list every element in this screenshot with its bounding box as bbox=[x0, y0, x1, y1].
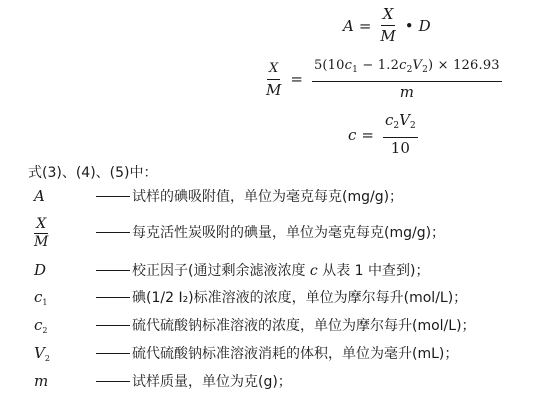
definition-row bbox=[0, 340, 543, 366]
definition-symbol bbox=[34, 261, 46, 280]
definitions-intro: 式(3)、(4)、(5)中： bbox=[28, 165, 158, 181]
symbol-letter: c bbox=[34, 287, 43, 306]
equals-sign: = bbox=[361, 125, 374, 144]
subscript: 2 bbox=[422, 65, 429, 75]
definition-row bbox=[0, 368, 543, 394]
fraction-numerator: X bbox=[381, 6, 396, 26]
subscript: 2 bbox=[409, 121, 416, 131]
em-dash bbox=[96, 381, 130, 382]
symbol-fraction bbox=[34, 217, 48, 250]
fraction bbox=[380, 6, 395, 45]
fraction-denominator: 10 bbox=[390, 139, 410, 157]
multiply-dot: • bbox=[404, 16, 414, 35]
fraction bbox=[312, 57, 502, 101]
formula-symbol: D bbox=[418, 16, 431, 35]
fraction-numerator bbox=[312, 57, 502, 82]
definition-symbol bbox=[34, 316, 48, 335]
definition-row bbox=[0, 257, 543, 283]
numerator-part: ) × 126.93 bbox=[428, 58, 500, 73]
definition-symbol bbox=[34, 214, 48, 250]
definition-text bbox=[96, 186, 403, 206]
numerator-var: c bbox=[384, 111, 394, 129]
definition-description: 硫代硫酸钠标准溶液消耗的体积，单位为毫升(mL)； bbox=[132, 346, 459, 362]
definition-text bbox=[96, 222, 445, 242]
definition-text bbox=[96, 315, 476, 335]
em-dash bbox=[96, 270, 130, 271]
em-dash bbox=[96, 232, 130, 233]
definition-description: 试样的碘吸附值，单位为毫克每克(mg/g)； bbox=[132, 189, 404, 205]
definition-description: 校正因子(通过剩余滤液浓度 bbox=[132, 263, 310, 279]
formula-symbol: A bbox=[343, 16, 354, 35]
numerator-part: 5(10 bbox=[313, 58, 345, 73]
fraction-numerator: X bbox=[36, 216, 47, 232]
numerator-var: V bbox=[399, 111, 410, 129]
formula-iodine-value bbox=[343, 6, 431, 45]
fraction-numerator bbox=[383, 112, 418, 138]
definition-description: 每克活性炭吸附的碘量，单位为毫克每克(mg/g)； bbox=[132, 225, 446, 241]
definition-text bbox=[96, 260, 430, 280]
definition-text bbox=[96, 371, 292, 391]
definition-row bbox=[0, 284, 543, 310]
em-dash bbox=[96, 196, 130, 197]
fraction-denominator: M bbox=[380, 27, 396, 45]
definition-row bbox=[0, 183, 543, 209]
numerator-var: c bbox=[344, 58, 353, 73]
symbol-letter: V bbox=[34, 343, 45, 362]
definition-symbol bbox=[34, 344, 50, 363]
subscript: 2 bbox=[44, 353, 50, 363]
definition-row bbox=[0, 214, 543, 250]
subscript: 1 bbox=[42, 297, 48, 307]
em-dash bbox=[96, 297, 130, 298]
definition-symbol bbox=[34, 288, 48, 307]
fraction-denominator: m bbox=[399, 83, 414, 101]
subscript: 2 bbox=[406, 65, 413, 75]
numerator-var: V bbox=[412, 58, 423, 73]
definition-text bbox=[96, 287, 467, 307]
fraction-numerator: X bbox=[267, 60, 280, 80]
definition-symbol bbox=[34, 372, 48, 391]
fraction bbox=[266, 60, 281, 99]
subscript: 2 bbox=[393, 121, 400, 131]
equals-sign: = bbox=[290, 70, 303, 88]
em-dash bbox=[96, 353, 130, 354]
numerator-part: − 1.2 bbox=[358, 58, 400, 73]
formula-symbol: c bbox=[348, 125, 357, 144]
fraction-denominator: M bbox=[266, 80, 282, 99]
symbol-letter: c bbox=[34, 315, 43, 334]
fraction-denominator: M bbox=[34, 234, 49, 250]
symbol-letter: m bbox=[34, 371, 49, 390]
fraction bbox=[383, 112, 418, 157]
definition-description: 碘(1/2 I₂)标准溶液的浓度，单位为摩尔每升(mol/L)； bbox=[132, 290, 468, 306]
definition-description: 从表 1 中查到)； bbox=[317, 263, 430, 279]
definition-symbol bbox=[34, 187, 45, 206]
formula-residual-concentration bbox=[348, 112, 422, 157]
definition-row bbox=[0, 312, 543, 338]
subscript: 2 bbox=[42, 325, 48, 335]
definition-description: 试样质量，单位为克(g)； bbox=[132, 374, 292, 390]
definition-description: 硫代硫酸钠标准溶液的浓度，单位为摩尔每升(mol/L)； bbox=[132, 318, 476, 334]
equals-sign: = bbox=[358, 16, 372, 35]
subscript: 1 bbox=[352, 65, 359, 75]
symbol-letter: D bbox=[34, 260, 47, 279]
definition-text bbox=[96, 343, 458, 363]
inline-variable: c bbox=[309, 263, 318, 279]
symbol-letter: A bbox=[34, 186, 45, 205]
em-dash bbox=[96, 325, 130, 326]
formula-adsorbed-iodine bbox=[262, 57, 506, 101]
numerator-var: c bbox=[399, 58, 407, 73]
